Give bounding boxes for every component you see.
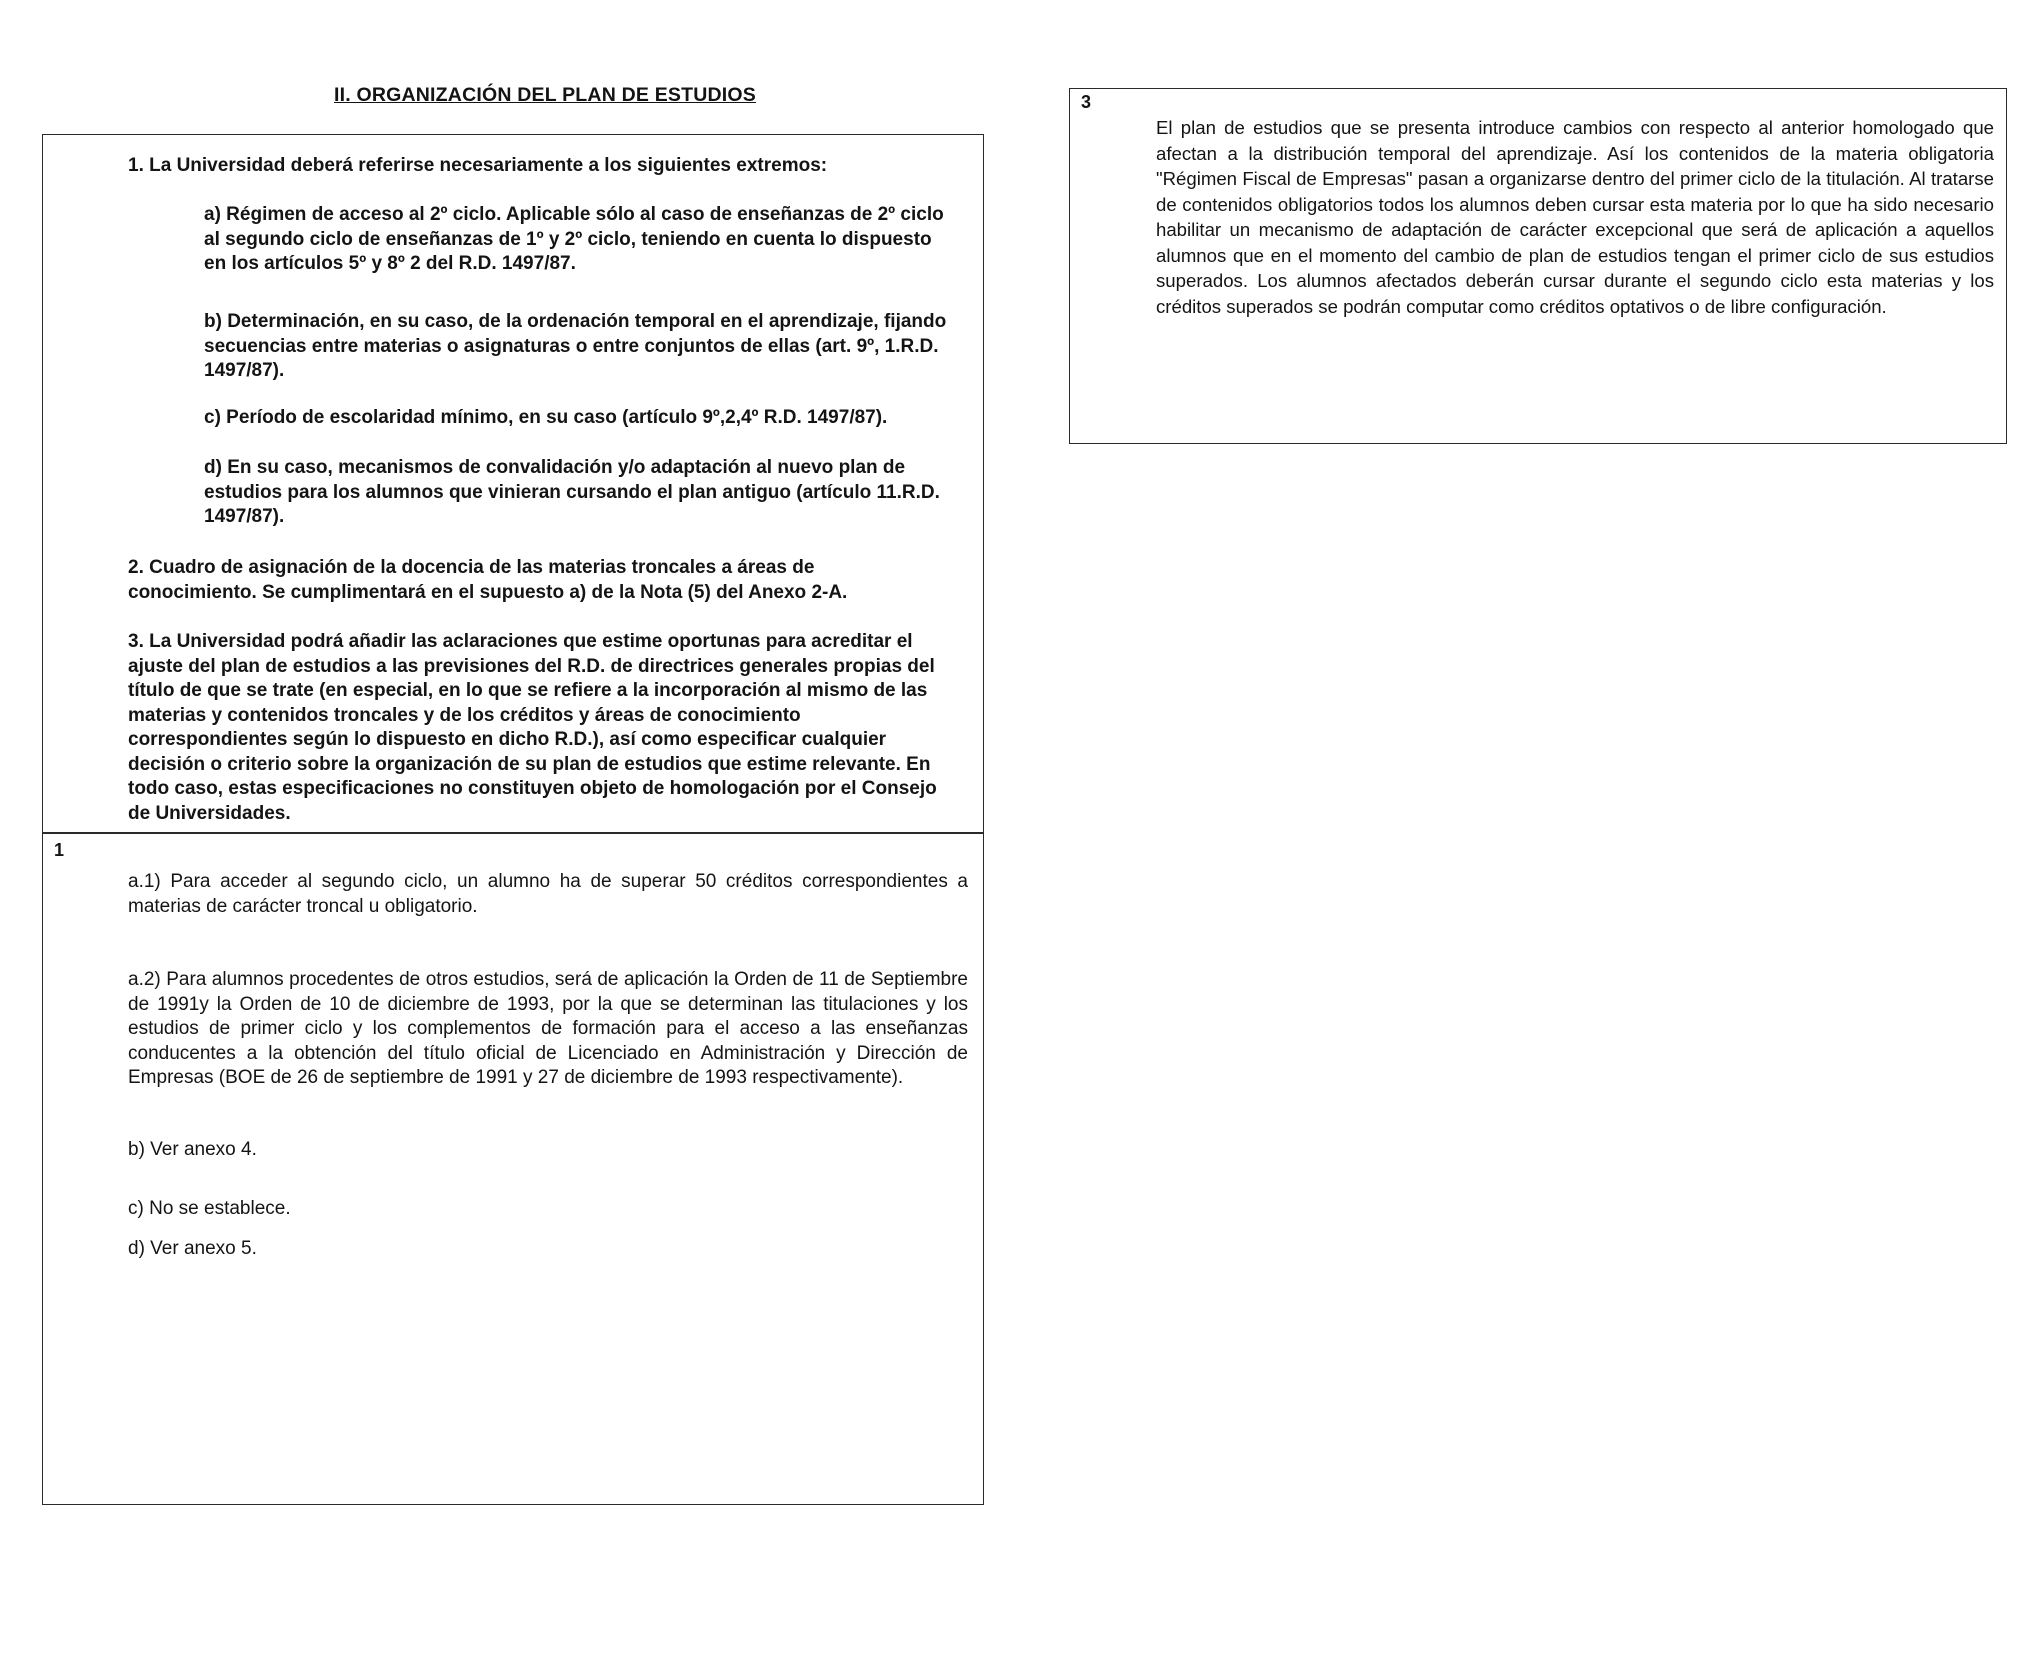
item-1-a: a) Régimen de acceso al 2º ciclo. Aplicable sólo al caso de enseñanzas de 2º ciclo al segundo ciclo de enseñanzas de 1º y 2º ciclo, teniendo en cuenta lo dispuesto en los artículos 5º y 8º 2 del R.D. 1497/87. [204,204,944,274]
item-1-b: b) Determinación, en su caso, de la ordenación temporal en el aprendizaje, fijando secuencias entre materias o asignaturas o entre conjuntos de ellas (art. 9º, 1.R.D. 1497/87). [204,311,947,381]
answer-c: c) No se establece. [128,1198,291,1219]
item-1-d: d) En su caso, mecanismos de convalidación y/o adaptación al nuevo plan de estudios para los alumnos que vinieran cursando el plan antiguo (artículo 11.R.D. 1497/87). [204,457,940,527]
section-title: II. ORGANIZACIÓN DEL PLAN DE ESTUDIOS [334,84,756,106]
answer-d: d) Ver anexo 5. [128,1238,257,1259]
answers-number: 1 [54,840,65,860]
answers-box [42,832,984,1505]
answer-a1: a.1) Para acceder al segundo ciclo, un alumno ha de superar 50 créditos correspondientes a materias de carácter troncal u obligatorio. [128,871,968,917]
note-3-number: 3 [1081,92,1092,112]
note-3-text: El plan de estudios que se presenta introduce cambios con respecto al anterior homologado que afectan a la distribución temporal del aprendizaje. Así los contenidos de la materia obligatoria "Régimen Fiscal de Empresas" pasan a organizarse dentro del primer ciclo de la titulación. Al tratarse de contenidos obligatorios todos los alumnos deben cursar esta materia por lo que ha sido necesario habilitar un mecanismo de adaptación de carácter excepcional que será de aplicación a aquellos alumnos que en el momento del cambio de plan de estudios tengan el primer ciclo de sus estudios superados. Los alumnos afectados deberán cursar durante el segundo ciclo esta materias y los créditos superados se podrán computar como créditos optativos o de libre configuración. [1156,117,1994,317]
answer-a2: a.2) Para alumnos procedentes de otros estudios, será de aplicación la Orden de 11 de Septiembre de 1991y la Orden de 10 de diciembre de 1993, por la que se determinan las titulaciones y los estudios de primer ciclo y los complementos de formación para el acceso a las enseñanzas conducentes a la obtención del título oficial de Licenciado en Administración y Dirección de Empresas (BOE de 26 de septiembre de 1991 y 27 de diciembre de 1993 respectivamente). [128,969,968,1088]
item-2: 2. Cuadro de asignación de la docencia de las materias troncales a áreas de conocimiento. Se cumplimentará en el supuesto a) de la Nota (5) del Anexo 2-A. [128,557,848,603]
item-1-intro: 1. La Universidad deberá referirse necesariamente a los siguientes extremos: [128,155,828,176]
item-3: 3. La Universidad podrá añadir las aclaraciones que estime oportunas para acreditar el ajuste del plan de estudios a las previsiones del R.D. de directrices generales propias del título de que se trate (en especial, en lo que se refiere a la incorporación al mismo de las materias y contenidos troncales y de los créditos y áreas de conocimiento correspondientes según lo dispuesto en dicho R.D.), así como especificar cualquier decisión o criterio sobre la organización de su plan de estudios que estime relevante. En todo caso, estas especificaciones no constituyen objeto de homologación por el Consejo de Universidades. [128,631,937,824]
answer-b: b) Ver anexo 4. [128,1139,257,1160]
item-1-c: c) Período de escolaridad mínimo, en su caso (artículo 9º,2,4º R.D. 1497/87). [204,407,888,428]
